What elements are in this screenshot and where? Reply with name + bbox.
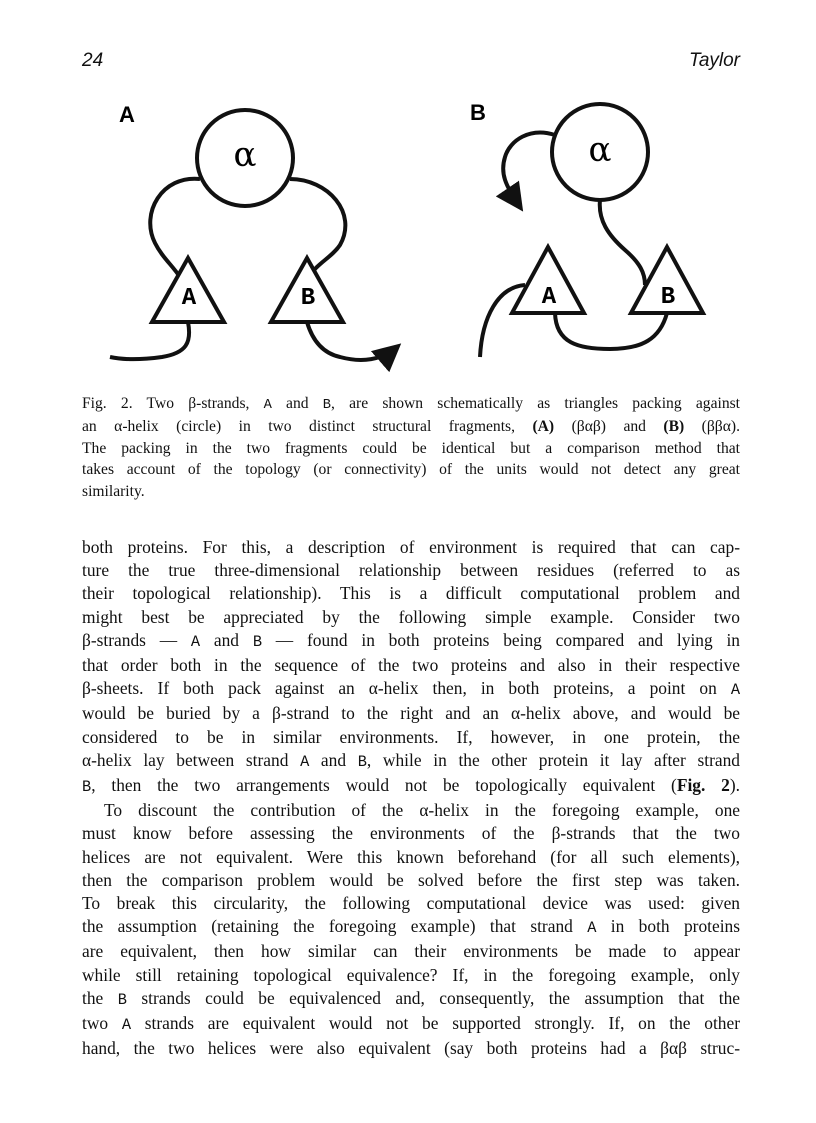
- body-line: [82, 1037, 740, 1060]
- panel-a-arrow-out: [307, 322, 397, 360]
- body-text-segment: helices are not equivalent. Were this known beforehand (for all such elements),: [82, 846, 740, 867]
- body-line: [82, 559, 740, 582]
- body-text-segment: Fig. 2: [676, 775, 730, 796]
- caption-text-segment: The packing in the two fragments could be identical but a comparison method that: [82, 439, 740, 457]
- body-text-segment: two: [82, 1013, 122, 1034]
- panel-b-strand-b-label: B: [660, 284, 676, 311]
- body-line: [82, 987, 740, 1012]
- figure-2-diagram: [100, 95, 740, 395]
- body-text-segment: their topological relationship). This is a difficult computational problem and: [82, 583, 740, 604]
- caption-line: [82, 416, 740, 437]
- body-line: [82, 774, 740, 799]
- body-text-segment: A: [587, 919, 597, 938]
- caption-text-segment: (ββα).: [684, 418, 740, 436]
- caption-text-segment: , are shown schematically as triangles packing against: [331, 395, 741, 412]
- body-text-segment: and: [309, 749, 358, 770]
- body-line: [82, 1012, 740, 1037]
- caption-text-segment: B: [322, 398, 332, 413]
- caption-text-segment: (A): [532, 418, 555, 436]
- body-text-segment: strands could be equivalenced and, consequently, the assumption that the: [126, 987, 740, 1008]
- caption-text-segment: A: [263, 398, 272, 413]
- body-text-segment: strands are equivalent would not be supported strongly. If, on the other: [131, 1013, 740, 1034]
- body-text-segment: B: [117, 990, 127, 1009]
- body-line: [82, 606, 740, 629]
- running-header-author: Taylor: [688, 50, 740, 71]
- body-line: [82, 940, 740, 963]
- caption-line: [82, 459, 740, 480]
- body-text-segment: that order both in the sequence of the two proteins and also in their respective: [82, 655, 740, 676]
- body-text-segment: B: [252, 632, 262, 651]
- panel-b-helix-label: α: [588, 130, 612, 170]
- body-text-segment: , while in the other protein it lay after strand: [366, 749, 740, 770]
- body-text-segment: would be buried by a β-strand to the right and an α-helix above, and would be: [82, 703, 740, 724]
- caption-line: [82, 438, 740, 459]
- body-text-segment: must know before assessing the environments of the β-strands that the two: [82, 823, 740, 844]
- body-text-segment: while still retaining topological equivalence? If, in the foregoing example, only: [82, 964, 740, 985]
- panel-b-helix-to-strand-b: [600, 200, 645, 285]
- panel-a-tail-in: [110, 322, 189, 359]
- body-line: [82, 915, 740, 940]
- body-text-segment: ture the true three-dimensional relationship between residues (referred to as: [82, 560, 740, 581]
- body-text-segment: B: [82, 778, 92, 797]
- body-line: [82, 846, 740, 869]
- panel-a-label: A: [119, 102, 135, 127]
- caption-text-segment: an α-helix (circle) in two distinct structural fragments,: [82, 418, 533, 436]
- body-text-segment: β-sheets. If both pack against an α-helix then, in both proteins, a point on: [82, 678, 731, 699]
- panel-a-strand-a-label: A: [181, 285, 197, 312]
- body-text-segment: considered to be in similar environments. If, however, in one protein, the: [82, 726, 740, 747]
- body-text-segment: might best be appreciated by the following simple example. Consider two: [82, 606, 740, 627]
- body-text-segment: A: [190, 632, 201, 651]
- body-text-segment: hand, the two helices were also equivalent (say both proteins had a βαβ struc-: [82, 1038, 740, 1059]
- panel-b-tail-in: [480, 285, 525, 357]
- body-line: [82, 629, 740, 654]
- caption-text-segment: similarity.: [82, 482, 145, 500]
- panel-b-strand-a-label: A: [541, 284, 557, 311]
- body-line: [82, 536, 740, 559]
- body-text-segment: the: [82, 987, 118, 1008]
- figure-caption: [82, 393, 740, 502]
- panel-b-loop-a-to-b: [555, 313, 667, 349]
- body-line: [82, 702, 740, 725]
- body-text-segment: — found in both proteins being compared and lying in: [262, 629, 740, 650]
- body-text-segment: A: [121, 1016, 132, 1035]
- body-text-segment: , then the two arrangements would not be topologically equivalent (: [91, 775, 677, 796]
- panel-a-loop-right: [290, 179, 345, 275]
- caption-text-segment: (βαβ) and: [554, 418, 664, 436]
- body-line: [82, 726, 740, 749]
- body-text-segment: are equivalent, then how similar can their environments be made to appear: [82, 941, 740, 962]
- body-line: [82, 677, 740, 702]
- panel-b-label: B: [470, 100, 486, 125]
- caption-line: [82, 393, 740, 416]
- caption-text-segment: and: [271, 395, 323, 412]
- body-text-segment: B: [357, 752, 367, 771]
- body-line: [82, 582, 740, 605]
- body-text-segment: A: [300, 752, 310, 771]
- body-line: [82, 799, 740, 822]
- caption-text-segment: (B): [663, 418, 685, 436]
- body-line: [82, 964, 740, 987]
- caption-text-segment: takes account of the topology (or connectivity) of the units would not detect any great: [82, 461, 740, 479]
- caption-line: [82, 481, 740, 502]
- caption-text-segment: Fig. 2. Two β-strands,: [82, 395, 264, 412]
- body-text: [82, 536, 740, 1060]
- body-text-segment: To break this circularity, the following computational device was used: given: [82, 893, 740, 914]
- body-text-segment: To discount the contribution of the α-helix in the foregoing example, one: [104, 800, 740, 821]
- panel-b: [470, 100, 703, 357]
- panel-a-helix-label: α: [233, 135, 257, 175]
- body-text-segment: in both proteins: [596, 916, 740, 937]
- page-number: 24: [82, 50, 104, 71]
- body-text-segment: ).: [729, 775, 740, 796]
- panel-a-strand-b-label: B: [300, 285, 316, 312]
- body-line: [82, 654, 740, 677]
- body-text-segment: both proteins. For this, a description of environment is required that can cap-: [82, 537, 740, 557]
- body-text-segment: β-strands —: [82, 629, 191, 650]
- body-line: [82, 749, 740, 774]
- body-text-segment: A: [730, 681, 740, 700]
- panel-b-arrow-out: [503, 133, 555, 207]
- body-line: [82, 869, 740, 892]
- body-line: [82, 892, 740, 915]
- body-line: [82, 822, 740, 845]
- body-text-segment: the assumption (retaining the foregoing example) that strand: [82, 916, 588, 937]
- body-text-segment: and: [200, 629, 253, 650]
- body-text-segment: then the comparison problem would be solved before the first step was taken.: [82, 869, 740, 890]
- body-text-segment: α-helix lay between strand: [82, 749, 301, 770]
- panel-a: [110, 102, 397, 360]
